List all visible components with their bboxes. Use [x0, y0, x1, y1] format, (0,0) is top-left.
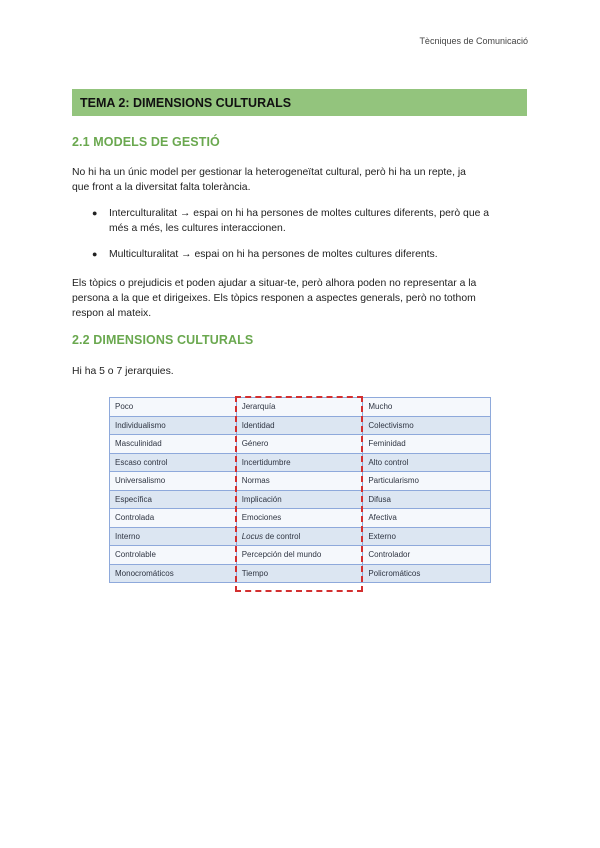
table-cell: Tiempo [236, 564, 363, 583]
table-row [110, 472, 491, 491]
header-cell-poco: Poco [110, 398, 237, 417]
table-cell: Percepción del mundo [236, 546, 363, 565]
table-row [110, 509, 491, 528]
table-row [110, 546, 491, 565]
table-header-row [110, 398, 491, 417]
section-heading-models: 2.1 MODELS DE GESTIÓ [72, 135, 220, 149]
table-cell: Universalismo [110, 472, 237, 491]
document-header: Tècniques de Comunicació [419, 36, 528, 46]
table-cell: Alto control [363, 453, 491, 472]
table-row [110, 453, 491, 472]
table-cell: Particularismo [363, 472, 491, 491]
table-row [110, 435, 491, 454]
section-heading-dimensions: 2.2 DIMENSIONS CULTURALS [72, 333, 254, 347]
cultural-dimensions-table [109, 397, 491, 583]
table-cell: Feminidad [363, 435, 491, 454]
table-cell: Difusa [363, 490, 491, 509]
header-cell-mucho: Mucho [363, 398, 491, 417]
intro-paragraph: No hi ha un únic model per gestionar la heterogeneïtat cultural, però hi ha un repte, ja que front a la diversitat falta tolerància. [72, 167, 466, 193]
table-cell: Monocromáticos [110, 564, 237, 583]
table-cell-locus: Locus de control [236, 527, 363, 546]
table-cell: Incertidumbre [236, 453, 363, 472]
header-cell-jerarquia: Jerarquía [236, 398, 363, 417]
table-cell: Controlador [363, 546, 491, 565]
table-cell: Policromáticos [363, 564, 491, 583]
table-cell: Específica [110, 490, 237, 509]
table-cell: Género [236, 435, 363, 454]
table-cell: Interno [110, 527, 237, 546]
bullet-icon: ● [92, 249, 98, 259]
stereotypes-paragraph: Els tòpics o prejudicis et poden ajudar a situar-te, però alhora poden no representar a la persona a la que et dirigeixes. Els tòpics responen a aspectes generals, però no tothom respon al mateix. [72, 278, 477, 319]
topic-title: TEMA 2: DIMENSIONS CULTURALS [80, 95, 292, 110]
bullet-icon: ● [92, 208, 98, 218]
table-cell: Normas [236, 472, 363, 491]
table-cell: Controlada [110, 509, 237, 528]
topic-title-banner [72, 89, 527, 116]
table-row [110, 490, 491, 509]
hierarchies-intro: Hi ha 5 o 7 jerarquies. [72, 366, 174, 377]
table-cell: Colectivismo [363, 416, 491, 435]
table-row [110, 416, 491, 435]
table-cell: Individualismo [110, 416, 237, 435]
table-cell: Identidad [236, 416, 363, 435]
table-cell: Escaso control [110, 453, 237, 472]
table-row [110, 527, 491, 546]
table-cell: Afectiva [363, 509, 491, 528]
list-item: ● Multiculturalitat → espai on hi ha persones de moltes cultures diferents. [92, 249, 438, 260]
table-cell: Emociones [236, 509, 363, 528]
list-item: ● Interculturalitat → espai on hi ha persones de moltes cultures diferents, però que a més a més, les cultures interaccionen. [92, 208, 490, 234]
table-row [110, 564, 491, 583]
table-cell: Implicación [236, 490, 363, 509]
table-cell: Externo [363, 527, 491, 546]
table-cell: Controlable [110, 546, 237, 565]
table-cell: Masculinidad [110, 435, 237, 454]
